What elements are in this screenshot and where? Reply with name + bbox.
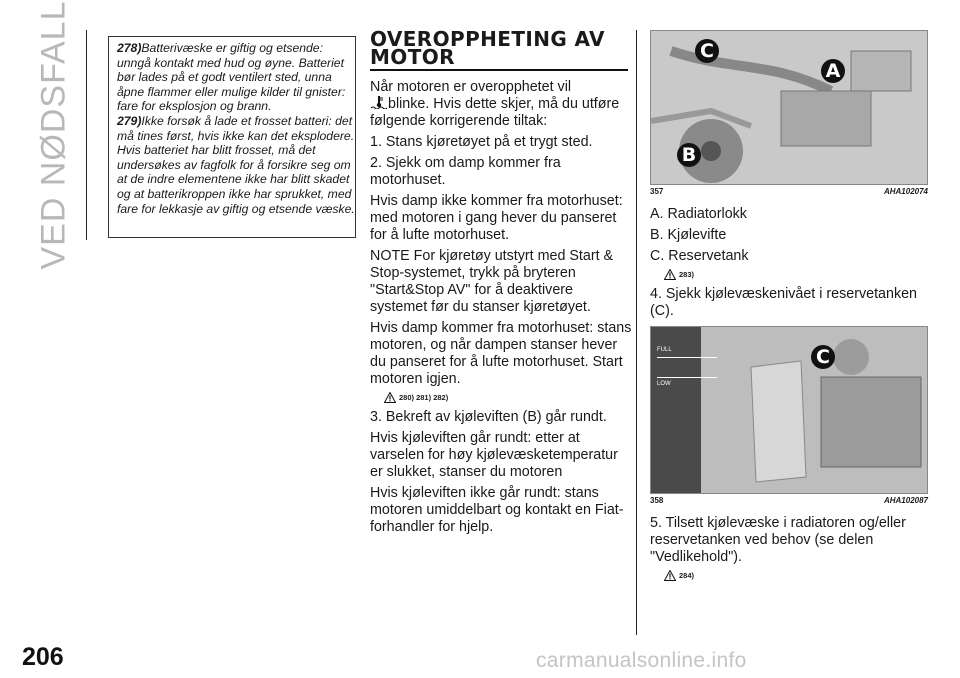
step-2: 2. Sjekk om damp kommer fra motorhuset.	[370, 155, 561, 188]
warning-triangle-icon	[664, 570, 676, 581]
engine-bay-figure-357	[650, 30, 928, 185]
figure-number: 357	[650, 187, 664, 196]
warning-triangle-icon	[664, 269, 676, 280]
warning-triangle-icon	[384, 392, 396, 403]
main-column	[370, 27, 632, 540]
page-number: 206	[22, 643, 64, 671]
figure-code: AHA102074	[883, 187, 928, 196]
low-mark-label: LOW	[657, 381, 671, 387]
warning-278: 278)Batterivæske er giftig og etsende: unngå kontakt med hud og øyne. Batteriet bør lades på et godt ventilert sted, unna åpne flammer eller mulige kilder til gnister: fare for eksplosjon og brann.	[117, 41, 346, 114]
figure-358-caption	[650, 496, 928, 505]
full-mark-line	[657, 357, 717, 358]
step-5: 5. Tilsett kjølevæske i radiatoren og/eller reservetanken ved behov (se delen "Vedlikehold").	[650, 515, 906, 565]
warning-reference-1: 280) 281) 282)	[384, 392, 632, 403]
legend-b: B. Kjølevifte	[650, 227, 727, 243]
fan-running-text: Hvis kjøleviften går rundt: etter at varselen for høy kjølevæsketemperatur er slukket, stanser du motoren	[370, 430, 618, 480]
warning-reference-2: 283)	[664, 269, 928, 280]
step-4: 4. Sjekk kjølevæskenivået i reservetanken (C).	[650, 286, 917, 319]
figure-code: AHA102087	[883, 496, 928, 505]
warning-279: 279)Ikke forsøk å lade et frosset batteri: det må tines først, hvis ikke kan det eksplodere. Hvis batteriet har blitt frosset, må det undersøkes av fagfolk for å forsikre seg om at de indre elementene ikke har blitt skadet og at batterikroppen ikke har sprukket, med fare for lekkasje av giftig og etsende væske.	[117, 113, 355, 216]
reservoir-illustration	[651, 327, 928, 494]
watermark: carmanualsonline.info	[536, 649, 747, 672]
right-column	[650, 30, 928, 587]
step-3: 3. Bekreft av kjøleviften (B) går rundt.	[370, 409, 607, 425]
low-mark-line	[657, 377, 717, 378]
figure-label-c: C	[811, 345, 835, 369]
column-divider	[636, 30, 637, 635]
full-mark-label: FULL	[657, 347, 672, 353]
warning-reference-3: 284)	[664, 570, 928, 581]
legend-c: C. Reservetank	[650, 248, 749, 264]
figure-357-caption	[650, 187, 928, 196]
coolant-temperature-icon	[370, 96, 388, 109]
figure-label-c: C	[695, 39, 719, 63]
figure-label-a: A	[821, 59, 845, 83]
steam-text: Hvis damp kommer fra motorhuset: stans motoren, og når dampen stanser hever du panseret for å lufte motorhuset. Start motoren igjen.	[370, 320, 632, 387]
figure-label-b: B	[677, 143, 701, 167]
section-title	[30, 0, 78, 270]
section-heading: OVEROPPHETING AV MOTOR	[370, 27, 605, 69]
intro-text: Når motoren er overopphetet vil blinke. Hvis dette skjer, må du utføre følgende korrigerende tiltak:	[370, 79, 620, 129]
reservoir-figure-358	[650, 326, 928, 494]
fan-not-running-text: Hvis kjøleviften ikke går rundt: stans motoren umiddelbart og kontakt en Fiat-forhandler for hjelp.	[370, 485, 624, 535]
no-steam-text: Hvis damp ikke kommer fra motorhuset: med motoren i gang hever du panseret for å lufte motorhuset.	[370, 193, 623, 243]
figure-number: 358	[650, 496, 664, 505]
note-text: NOTE For kjøretøy utstyrt med Start & Stop-systemet, trykk på bryteren "Start&Stop AV" for å deaktivere systemet før du stanser kjøretøyet.	[370, 248, 614, 315]
side-divider	[86, 30, 87, 240]
section-title-text: VED NØDSFALL	[34, 0, 73, 270]
warning-box	[108, 36, 356, 238]
legend-a: A. Radiatorlokk	[650, 206, 747, 222]
step-1: 1. Stans kjøretøyet på et trygt sted.	[370, 134, 593, 150]
heading-rule	[370, 69, 628, 71]
